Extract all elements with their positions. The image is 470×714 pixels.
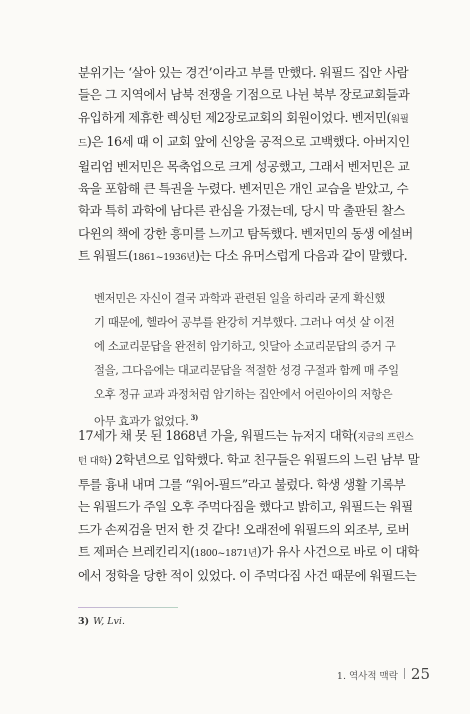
footer-separator [404, 668, 405, 679]
text-line [78, 131, 430, 155]
text-run: 아무 효과가 없었다. [94, 414, 189, 428]
inline-note: 턴 대학 [78, 456, 108, 468]
inline-note: 1861~1936년 [132, 252, 196, 264]
text-line [78, 156, 430, 178]
quote-line: 벤저민은 자신이 결국 과학과 관련된 일을 하리라 굳게 확신했 [94, 291, 385, 305]
paragraph-1 [78, 62, 430, 270]
inline-note: 워필 [390, 113, 409, 125]
text-run: 투를 흉내 내며 그를 “워어-필드”라고 불렀다. 학생 생활 기록부 [78, 476, 406, 492]
inline-note: 드 [78, 138, 87, 150]
footnote [78, 616, 125, 627]
text-run: 학과 특히 과학에 남다른 관심을 가졌는데, 당시 막 출판된 찰스 [78, 203, 405, 219]
text-run: 들은 그 지역에서 남북 전쟁을 기점으로 나뉜 북부 장로교회들과 [78, 87, 410, 103]
text-line [78, 519, 430, 541]
text-run: 트 워필드( [78, 248, 133, 264]
text-line [78, 245, 430, 269]
text-line [78, 474, 430, 496]
text-run: )가 유사 사건으로 바로 이 대학 [256, 544, 419, 560]
inline-note: 1800~1871년 [194, 548, 257, 560]
inline-note: 지금의 프린스 [357, 432, 414, 443]
text-line [78, 200, 430, 222]
quote-line: 기 때문에, 헬라어 공부를 완강히 거부했다. 그러나 여섯 살 이전 [94, 315, 395, 329]
text-line [78, 541, 430, 565]
text-line [78, 84, 430, 106]
footnote-text: W, Lvi. [93, 616, 125, 627]
text-line [78, 62, 430, 84]
quote-line: 오후 정규 교과 과정처럼 암기하는 집안에서 어린아이의 저항은 [94, 387, 393, 401]
text-run: 17세가 채 못 된 1868년 가을, 워필드는 뉴저지 대학( [78, 428, 358, 443]
section-title: 1. 역사적 맥락 [336, 671, 398, 682]
text-line [78, 178, 430, 200]
text-run: 유입하게 제휴한 렉싱턴 제2장로교회의 회원이었다. 벤저민( [78, 109, 391, 125]
text-line [78, 496, 430, 518]
page-number: 25 [410, 665, 430, 683]
text-run: 윌리엄 벤저민은 목축업으로 크게 성공했고, 그래서 벤저민은 교 [78, 158, 410, 174]
text-line [78, 107, 430, 131]
text-run: 에서 정학을 당한 적이 있었다. 이 주먹다짐 사건 때문에 워필드는 [78, 568, 417, 584]
text-line [78, 223, 430, 245]
text-run: 육을 포함해 큰 특권을 누렸다. 벤저민은 개인 교습을 받았고, 수 [78, 181, 409, 197]
text-run: )는 다소 유머스럽게 다음과 같이 말했다. [195, 248, 408, 264]
text-run: 다윈의 책에 강한 흥미를 느끼고 탐독했다. 벤저민의 동생 에설버 [78, 225, 413, 241]
text-run: ) 2학년으로 입학했다. 학교 친구들은 워필드의 느린 남부 말 [107, 452, 420, 468]
text-line [78, 565, 430, 587]
footnote-divider [78, 607, 178, 608]
footnote-number: 3) [78, 616, 90, 627]
block-quote [94, 286, 424, 433]
running-footer [337, 665, 430, 683]
text-run: 는 워필드가 주일 오후 주먹다짐을 했다고 밝히고, 워필드는 워필 [78, 499, 413, 515]
footnote-reference: 3) [190, 413, 198, 422]
text-run: )은 16세 때 이 교회 앞에 신앙을 공적으로 고백했다. 아버지인 [86, 134, 410, 150]
paragraph-2 [78, 425, 430, 588]
text-line [78, 449, 430, 473]
text-run: 트 제퍼슨 브레킨리지( [78, 544, 195, 560]
text-run: 분위기는 ‘살아 있는 경건’이라고 부를 만했다. 워필드 집안 사람 [78, 65, 409, 80]
text-run: 드가 손찌검을 먼저 한 것 같다! 오래전에 워필드의 외조부, 로버 [78, 521, 410, 537]
quote-line: 에 소교리문답을 완전히 암기하고, 잇달아 소교리문답의 증거 구 [94, 339, 396, 353]
text-line [78, 425, 430, 449]
quote-line: 절을, 그다음에는 대교리문답을 적절한 성경 구절과 함께 매 주일 [94, 363, 399, 377]
